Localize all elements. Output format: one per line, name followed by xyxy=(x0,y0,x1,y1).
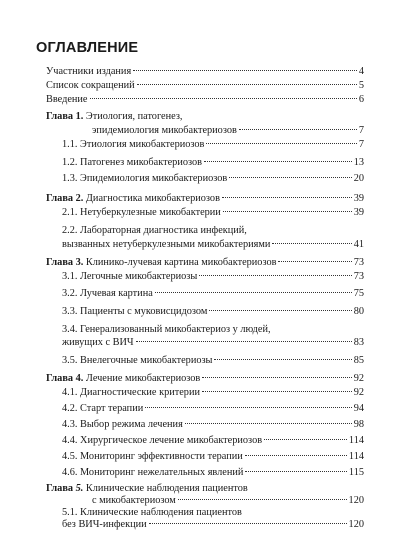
chapter-title: Этиология, патогенез, xyxy=(85,111,183,122)
toc-page-number: 120 xyxy=(348,519,364,530)
toc-entry-text: 1.3. Эпидемиология микобактериозов xyxy=(62,173,228,184)
toc-page-number: 114 xyxy=(348,435,364,446)
toc-entry-text: 4.6. Мониторинг нежелательных явлений xyxy=(62,467,244,478)
toc-page-number: 92 xyxy=(353,373,364,384)
chapter-title-cont: с микобактериозом xyxy=(92,495,176,506)
leader-dots xyxy=(239,129,357,130)
toc-entry-abbreviations[interactable] xyxy=(0,79,400,92)
toc-entry-text: Список сокращений xyxy=(46,80,135,91)
toc-entry-2-2-line1[interactable]: 2.2. Лабораторная диагностика инфекций, xyxy=(62,225,247,236)
toc-page-number: 114 xyxy=(348,451,364,462)
toc-entry-3-2[interactable] xyxy=(0,287,400,300)
toc-page-number: 85 xyxy=(353,355,364,366)
toc-chapter-2[interactable] xyxy=(0,192,400,205)
toc-entry-3-4-line1[interactable]: 3.4. Генерализованный микобактериоз у людей, xyxy=(62,324,271,335)
toc-entry-text: 4.2. Старт терапии xyxy=(62,403,144,414)
chapter-label: Глава 5. xyxy=(46,483,84,494)
leader-dots xyxy=(155,292,352,293)
toc-page-number: 73 xyxy=(353,271,364,282)
toc-entry-text: 1.1. Этиология микобактериозов xyxy=(62,139,205,150)
toc-entry-1-2[interactable] xyxy=(0,156,400,169)
toc-page-number: 4 xyxy=(358,66,364,77)
toc-page-number: 98 xyxy=(353,419,364,430)
toc-page-number: 80 xyxy=(353,306,364,317)
chapter-label: Глава 1. xyxy=(46,111,84,122)
leader-dots xyxy=(222,197,352,198)
toc-entry-4-2[interactable] xyxy=(0,402,400,415)
leader-dots xyxy=(133,70,357,71)
chapter-title-cont: эпидемиология микобактериозов xyxy=(92,125,237,136)
toc-entry-text: вызванных нетуберкулезными микобактериями xyxy=(62,239,271,250)
toc-page-number: 75 xyxy=(353,288,364,299)
toc-chapter-4[interactable] xyxy=(0,372,400,385)
toc-entry-3-4[interactable] xyxy=(0,336,400,349)
toc-entry-1-3[interactable] xyxy=(0,172,400,185)
leader-dots xyxy=(185,423,352,424)
leader-dots xyxy=(214,359,351,360)
toc-entry-text: 3.2. Лучевая картина xyxy=(62,288,153,299)
toc-page-number: 115 xyxy=(348,467,364,478)
toc-page-number: 92 xyxy=(353,387,364,398)
toc-chapter-1-line1[interactable] xyxy=(46,110,182,123)
toc-page-number: 7 xyxy=(358,125,364,136)
leader-dots xyxy=(245,471,347,472)
toc-entry-text: 4.3. Выбор режима лечения xyxy=(62,419,183,430)
toc-chapter-1[interactable] xyxy=(0,124,400,137)
toc-entry-text: живущих с ВИЧ xyxy=(62,337,134,348)
leader-dots xyxy=(278,261,351,262)
leader-dots xyxy=(264,439,347,440)
toc-entry-4-6[interactable] xyxy=(0,466,400,479)
chapter-title: Клинико-лучевая картина микобактериозов xyxy=(85,257,277,268)
leader-dots xyxy=(178,499,347,500)
leader-dots xyxy=(202,377,351,378)
chapter-label: Глава 3. xyxy=(46,257,84,268)
leader-dots xyxy=(145,407,351,408)
toc-entry-5-1-line1[interactable]: 5.1. Клинические наблюдения пациентов xyxy=(62,507,242,518)
toc-entry-text: 4.4. Хирургическое лечение микобактериозов xyxy=(62,435,263,446)
toc-entry-4-1[interactable] xyxy=(0,386,400,399)
toc-page-number: 120 xyxy=(348,495,364,506)
chapter-label: Глава 4. xyxy=(46,373,84,384)
chapter-label: Глава 2. xyxy=(46,193,84,204)
toc-entry-3-5[interactable] xyxy=(0,354,400,367)
toc-chapter-3[interactable] xyxy=(0,256,400,269)
toc-entry-text: Введение xyxy=(46,94,88,105)
toc-page-number: 20 xyxy=(353,173,364,184)
toc-entry-text: 1.2. Патогенез микобактериозов xyxy=(62,157,203,168)
leader-dots xyxy=(206,143,356,144)
toc-entry-4-3[interactable] xyxy=(0,418,400,431)
toc-entry-text: 3.1. Легочные микобактериозы xyxy=(62,271,198,282)
toc-entry-text: 4.1. Диагностические критерии xyxy=(62,387,200,398)
toc-entry-5-1[interactable] xyxy=(0,518,400,531)
leader-dots xyxy=(149,523,347,524)
leader-dots xyxy=(223,211,352,212)
toc-entry-4-5[interactable] xyxy=(0,450,400,463)
leader-dots xyxy=(199,275,351,276)
toc-page-number: 5 xyxy=(358,80,364,91)
toc-entry-text: Участники издания xyxy=(46,66,132,77)
leader-dots xyxy=(245,455,347,456)
toc-entry-text: 4.5. Мониторинг эффективности терапии xyxy=(62,451,243,462)
toc-page-number: 13 xyxy=(353,157,364,168)
toc-entry-1-1[interactable] xyxy=(0,138,400,151)
toc-entry-text: 2.1. Нетуберкулезные микобактерии xyxy=(62,207,221,218)
chapter-title: Диагностика микобактериозов xyxy=(85,193,220,204)
toc-page-number: 6 xyxy=(358,94,364,105)
leader-dots xyxy=(137,84,357,85)
leader-dots xyxy=(202,391,352,392)
leader-dots xyxy=(204,161,352,162)
toc-page-number: 41 xyxy=(353,239,364,250)
toc-entry-text: 3.3. Пациенты с муковисцидозом xyxy=(62,306,208,317)
toc-page-number: 73 xyxy=(353,257,364,268)
toc-entry-4-4[interactable] xyxy=(0,434,400,447)
toc-entry-introduction[interactable] xyxy=(0,93,400,106)
toc-entry-3-1[interactable] xyxy=(0,270,400,283)
toc-page-number: 7 xyxy=(358,139,364,150)
toc-page-number: 39 xyxy=(353,193,364,204)
leader-dots xyxy=(272,243,351,244)
toc-entry-text: без ВИЧ-инфекции xyxy=(62,519,147,530)
leader-dots xyxy=(90,98,357,99)
toc-entry-text: 3.5. Внелегочные микобактериозы xyxy=(62,355,213,366)
toc-entry-3-3[interactable] xyxy=(0,305,400,318)
toc-page-number: 94 xyxy=(353,403,364,414)
leader-dots xyxy=(209,310,351,311)
toc-entry-2-2[interactable] xyxy=(0,238,400,251)
toc-page-number: 39 xyxy=(353,207,364,218)
toc-entry-participants[interactable] xyxy=(0,65,400,78)
page-title: ОГЛАВЛЕНИЕ xyxy=(36,40,139,56)
toc-page-number: 83 xyxy=(353,337,364,348)
toc-entry-2-1[interactable] xyxy=(0,206,400,219)
chapter-title: Клинические наблюдения пациентов xyxy=(85,483,248,494)
leader-dots xyxy=(229,177,351,178)
chapter-title: Лечение микобактериозов xyxy=(85,373,201,384)
leader-dots xyxy=(136,341,352,342)
